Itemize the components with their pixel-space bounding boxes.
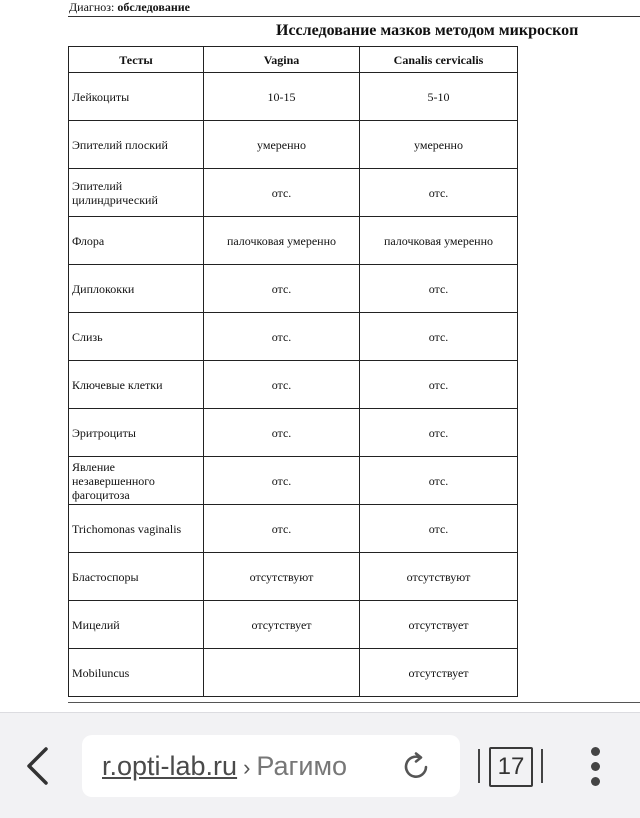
column-header: Тесты xyxy=(69,47,204,73)
table-row xyxy=(69,601,518,649)
test-name-cell: Бластоспоры xyxy=(69,553,204,601)
vagina-value-cell: отсутствуют xyxy=(204,553,360,601)
tab-count: 17 xyxy=(489,747,533,787)
url-separator: › xyxy=(243,755,251,780)
cervical-value-cell: отс. xyxy=(360,313,518,361)
column-header: Canalis cervicalis xyxy=(360,47,518,73)
table-row xyxy=(69,409,518,457)
test-name-cell: Слизь xyxy=(69,313,204,361)
reload-icon xyxy=(400,750,432,782)
footer-rule xyxy=(68,702,640,703)
tabs-icon xyxy=(478,749,480,783)
vagina-value-cell: отсутствует xyxy=(204,601,360,649)
cervical-value-cell: отсутствует xyxy=(360,649,518,697)
diagnosis-line xyxy=(69,0,190,14)
url-domain: r.opti-lab.ru xyxy=(102,751,238,781)
cervical-value-cell: отс. xyxy=(360,361,518,409)
address-bar[interactable] xyxy=(82,735,460,797)
vagina-value-cell: отс. xyxy=(204,457,360,505)
cervical-value-cell: отс. xyxy=(360,457,518,505)
table-row xyxy=(69,169,518,217)
test-name-cell: Ключевые клетки xyxy=(69,361,204,409)
document-title: Исследование мазков методом микроскоп xyxy=(276,22,579,39)
cervical-value-cell: отс. xyxy=(360,265,518,313)
test-name-cell: Лейкоциты xyxy=(69,73,204,121)
tabs-icon xyxy=(541,749,543,783)
browser-toolbar xyxy=(0,712,640,818)
table-row xyxy=(69,265,518,313)
table-row xyxy=(69,313,518,361)
table-row xyxy=(69,649,518,697)
tabs-button[interactable] xyxy=(475,743,547,789)
menu-button[interactable] xyxy=(586,743,606,789)
vagina-value-cell: палочковая умеренно xyxy=(204,217,360,265)
table-row xyxy=(69,121,518,169)
test-name-cell: Trichomonas vaginalis xyxy=(69,505,204,553)
more-vertical-icon xyxy=(591,762,600,771)
diagnosis-value: обследование xyxy=(117,0,190,14)
cervical-value-cell: отс. xyxy=(360,505,518,553)
more-vertical-icon xyxy=(591,747,600,756)
test-name-cell: Мицелий xyxy=(69,601,204,649)
vagina-value-cell: отс. xyxy=(204,361,360,409)
url-text xyxy=(102,751,374,783)
header-rule xyxy=(68,16,640,17)
vagina-value-cell: 10-15 xyxy=(204,73,360,121)
cervical-value-cell: отс. xyxy=(360,409,518,457)
vagina-value-cell: отс. xyxy=(204,169,360,217)
column-header: Vagina xyxy=(204,47,360,73)
cervical-value-cell: отс. xyxy=(360,169,518,217)
reload-button[interactable] xyxy=(400,750,432,782)
cervical-value-cell: палочковая умеренно xyxy=(360,217,518,265)
vagina-value-cell: умеренно xyxy=(204,121,360,169)
table-header-row xyxy=(69,47,518,73)
cervical-value-cell: отсутствуют xyxy=(360,553,518,601)
results-table xyxy=(68,46,518,697)
table-row xyxy=(69,553,518,601)
vagina-value-cell: отс. xyxy=(204,409,360,457)
cervical-value-cell: умеренно xyxy=(360,121,518,169)
cervical-value-cell: 5-10 xyxy=(360,73,518,121)
vagina-value-cell: отс. xyxy=(204,313,360,361)
more-vertical-icon xyxy=(591,777,600,786)
table-row xyxy=(69,361,518,409)
cervical-value-cell: отсутствует xyxy=(360,601,518,649)
table-row xyxy=(69,217,518,265)
url-page-title: Рагимо xyxy=(256,751,348,781)
test-name-cell: Флора xyxy=(69,217,204,265)
test-name-cell: Диплококки xyxy=(69,265,204,313)
vagina-value-cell: отс. xyxy=(204,265,360,313)
vagina-value-cell: отс. xyxy=(204,505,360,553)
back-button[interactable] xyxy=(14,741,64,791)
test-name-cell: Эпителий плоский xyxy=(69,121,204,169)
chevron-left-icon xyxy=(14,741,64,791)
vagina-value-cell xyxy=(204,649,360,697)
test-name-cell: Эпителий цилиндрический xyxy=(69,169,204,217)
table-row xyxy=(69,505,518,553)
test-name-cell: Mobiluncus xyxy=(69,649,204,697)
table-row xyxy=(69,457,518,505)
test-name-cell: Явление незавершенного фагоцитоза xyxy=(69,457,204,505)
test-name-cell: Эритроциты xyxy=(69,409,204,457)
table-row xyxy=(69,73,518,121)
diagnosis-label: Диагноз: xyxy=(69,0,115,14)
